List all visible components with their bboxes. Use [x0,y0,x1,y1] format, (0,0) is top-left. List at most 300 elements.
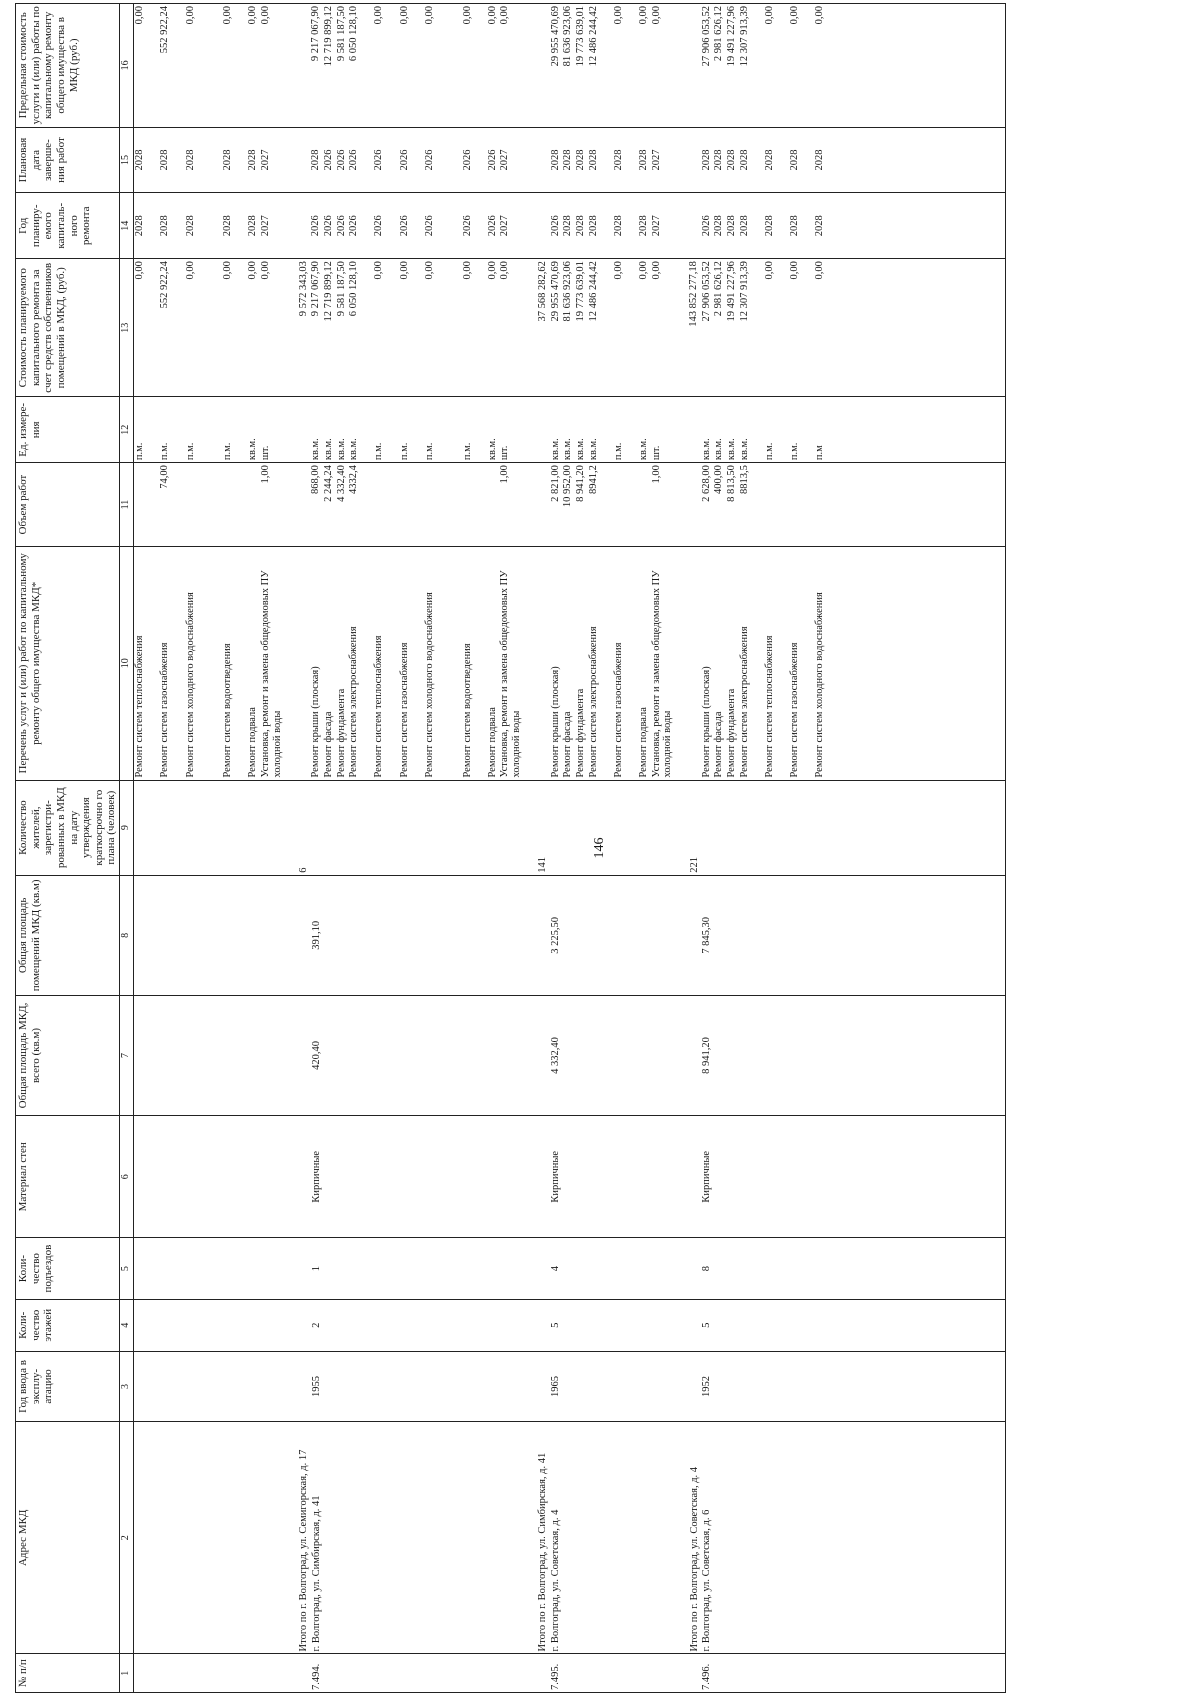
volume-value [688,465,701,544]
work-item [449,549,462,778]
address-value: Итого по г. Волгоград, ул. Семигорская, д. 17 [297,1449,309,1652]
header-cell: Количество жителей, зарегистри- рованных в МКД на дату утверждения краткосрочно го плана (человек) [16,780,120,875]
limit-value [449,6,462,125]
material-value: Кирпичные [701,1150,713,1203]
limit-value: 0,00 [222,6,234,25]
plan-year-value: 2026 [398,215,410,237]
limit-value: 0,00 [650,6,662,25]
limit-value: 12 719 899,12 [323,6,335,67]
cost-value: 37 568 282,62 [537,261,549,322]
unit-value: шт. [260,445,272,461]
work-item: Ремонт крыши (плоская) [700,666,712,778]
plan-year-value [210,195,223,256]
plan-year-value: 2026 [700,215,712,237]
unit-value: кв.м. [247,438,259,461]
residents-value: 6 [297,867,309,873]
column-number: 15 [120,127,134,193]
plan-year-value: 2028 [637,215,649,237]
volume-value: 2 821,00 [549,465,561,502]
area-total-value: 4 332,40 [549,1037,561,1074]
end-year-value [210,130,223,191]
work-item: Ремонт систем водоотведения [461,643,473,778]
year-value [298,1354,311,1419]
area-rooms-value [537,878,550,993]
floors-value: 5 [549,1322,561,1328]
end-year-value: 2028 [247,149,259,171]
volume-value: 1,00 [499,465,511,484]
cost-value: 0,00 [650,261,662,280]
unit-value: п.м. [789,442,801,461]
limit-value: 12 486 244,42 [587,6,599,67]
limit-value: 29 955 470,69 [549,6,561,67]
end-year-value: 2028 [562,149,574,171]
end-year-value: 2028 [814,149,826,171]
page-number: 146 [592,837,607,859]
cost-value [210,261,223,394]
header-cell: Стоимость планируемого капитального ремонта за счет средств собственников помещений в МКД, (руб.) [16,259,120,397]
residents-value [550,783,689,873]
plan-year-value: 2026 [335,215,347,237]
limit-value: 12 307 913,39 [738,6,750,67]
limit-value: 0,00 [461,6,473,25]
cost-value: 0,00 [260,261,272,280]
end-year-value: 2026 [373,149,385,171]
end-year-value: 2028 [612,149,624,171]
unit-value: п.м [814,445,826,461]
header-cell: Год планиру- емого капиталь- ного ремонта [16,193,120,259]
cost-value: 0,00 [423,261,435,280]
cost-value [449,261,462,394]
limit-value: 2 981 626,12 [713,6,725,62]
end-year-value: 2028 [637,149,649,171]
plan-year-value: 2026 [486,215,498,237]
volume-value [462,465,487,544]
work-item: Ремонт крыши (плоская) [549,666,561,778]
cost-value: 9 217 067,90 [310,261,322,317]
cost-value: 12 486 244,42 [587,261,599,322]
unit-value [449,399,462,460]
unit-value: кв.м. [700,438,712,461]
area-rooms-cell [134,875,1006,995]
volume-value [222,465,247,544]
unit-value: п.м. [184,442,196,461]
row-number-cell [134,1654,1006,1693]
entrances-value [298,1240,311,1296]
area-total-value: 420,40 [310,1041,322,1070]
unit-value: кв.м. [637,438,649,461]
plan-year-value: 2028 [763,215,775,237]
work-item: Ремонт подвала [486,707,498,778]
unit-value: кв.м. [574,438,586,461]
work-item: Ремонт систем электроснабжения [348,626,360,778]
header-cell: Общая площадь помещений МКД (кв.м) [16,875,120,995]
unit-value: шт. [499,445,511,461]
end-year-value: 2027 [650,149,662,171]
cost-value: 0,00 [373,261,385,280]
residents-cell [134,780,1006,875]
plan-year-value: 2028 [713,215,725,237]
end-year-value: 2028 [789,149,801,171]
end-year-value: 2027 [499,149,511,171]
work-item [298,549,311,778]
entrances-value: 4 [549,1265,561,1272]
end-year-cell [134,127,1006,193]
plan-year-value: 2028 [726,215,738,237]
volume-value: 2 628,00 [700,465,712,502]
entrances-value: 1 [310,1265,322,1272]
work-item: Установка, ремонт и замена общедомовых ПУ холодной воды [260,570,283,778]
plan-year-value: 2028 [159,215,171,237]
cost-value: 0,00 [499,261,511,280]
address-value: г. Волгоград, ул. Советская, д. 6 [701,1509,713,1652]
table-body [134,4,1006,1693]
residents-value [701,783,840,873]
cost-value: 27 906 053,52 [700,261,712,322]
unit-value: кв.м. [738,438,750,461]
limit-cell [134,4,1006,128]
cost-value: 6 050 128,10 [348,261,360,317]
volume-value: 8 941,20 [574,465,586,502]
limit-value: 27 906 053,52 [700,6,712,67]
volume-value [449,465,462,544]
year-value [537,1354,550,1419]
area-total-value [134,998,298,1113]
end-year-value: 2026 [323,149,335,171]
area-rooms-value: 3 225,50 [549,916,561,954]
address-cell [134,1422,1006,1654]
header-cell: Коли- чество этажей [16,1299,120,1351]
volume-value [247,465,260,544]
area-total-value [298,998,311,1113]
volume-value: 1,00 [260,465,272,484]
volume-value: 8813,5 [738,465,750,495]
end-year-value [298,130,311,191]
column-number: 16 [120,4,134,128]
end-year-value: 2026 [486,149,498,171]
limit-value [298,6,311,125]
work-item: Ремонт систем водоотведения [222,643,234,778]
volume-cell [134,463,1006,547]
end-year-value: 2028 [726,149,738,171]
residents-value: 141 [537,857,549,873]
unit-value: п.м. [373,442,385,461]
year-value: 1965 [549,1375,561,1397]
plan-year-value: 2026 [323,215,335,237]
plan-year-value [537,195,550,256]
unit-value: п.м. [461,442,473,461]
plan-year-value: 2028 [247,215,259,237]
year-value [689,1354,702,1419]
address-value: г. Волгоград, ул. Симбирская, д. 41 [310,1495,322,1652]
table-row [134,4,1006,1693]
end-year-value: 2028 [738,149,750,171]
area-total-value [689,998,702,1113]
residents-value [311,783,538,873]
area-total-value: 8 941,20 [701,1037,713,1074]
end-year-value: 2028 [549,149,561,171]
header-cell: Ед. измере- ния [16,397,120,463]
residents-value [134,783,298,873]
volume-value [537,465,550,544]
volume-value: 400,00 [713,465,725,495]
cost-value: 0,00 [222,261,234,280]
unit-cell [134,397,1006,463]
unit-value: кв.м. [549,438,561,461]
header-cell: Перечень услуг и (или) работ по капитальному ремонту общего имущества МКД* [16,547,120,781]
volume-value: 8941,2 [587,465,599,495]
volume-value [424,465,449,544]
volume-value [399,465,424,544]
unit-value: кв.м. [335,438,347,461]
limit-value: 0,00 [423,6,435,25]
cost-value: 0,00 [134,261,146,280]
unit-value: кв.м. [562,438,574,461]
plan-year-value: 2026 [461,215,473,237]
area-rooms-value: 391,10 [310,920,322,950]
address-value [134,1424,298,1651]
volume-value [373,465,398,544]
work-item: Ремонт систем газоснабжения [612,642,624,778]
no-value [689,1656,702,1690]
unit-value: п.м. [134,442,146,461]
volume-value [638,465,651,544]
unit-value: кв.м. [310,438,322,461]
plan-year-value: 2026 [310,215,322,237]
volume-value: 4 332,40 [335,465,347,502]
area-rooms-value: 7 845,30 [701,916,713,954]
unit-value [298,399,311,460]
address-value: Итого по г. Волгоград, ул. Симбирская, д. 41 [537,1452,549,1652]
plan-year-cell [134,193,1006,259]
limit-value: 0,00 [134,6,146,25]
end-year-value [449,130,462,191]
limit-value: 19 773 639,01 [574,6,586,67]
floors-value [689,1302,702,1349]
volume-value [134,465,159,544]
end-year-value: 2026 [335,149,347,171]
plan-year-value [298,195,311,256]
plan-year-value [688,195,701,256]
header-row [16,4,120,1693]
cost-value: 29 955 470,69 [549,261,561,322]
volume-value: 868,00 [310,465,322,495]
limit-value: 19 491 227,96 [726,6,738,67]
unit-value: п.м. [763,442,775,461]
limit-value: 0,00 [637,6,649,25]
column-number: 3 [120,1351,134,1421]
work-item [210,549,223,778]
plan-year-value: 2027 [260,215,272,237]
cost-value: 0,00 [637,261,649,280]
year-value [134,1354,298,1419]
volume-value: 74,00 [159,465,171,489]
volume-value [764,465,789,544]
unit-value: кв.м. [323,438,335,461]
unit-value: кв.м. [726,438,738,461]
work-item: Ремонт фундамента [335,688,347,778]
work-item [537,549,550,778]
limit-value [688,6,701,125]
plan-year-value: 2028 [612,215,624,237]
plan-year-value: 2026 [373,215,385,237]
column-number: 7 [120,995,134,1115]
limit-value: 0,00 [763,6,775,25]
column-number: 6 [120,1116,134,1238]
work-item: Ремонт систем электроснабжения [738,626,750,778]
end-year-value: 2028 [222,149,234,171]
column-number: 2 [120,1422,134,1654]
end-year-value: 2028 [184,149,196,171]
area-total-cell [134,995,1006,1115]
unit-value [210,399,223,460]
floors-value [537,1302,550,1349]
unit-value [537,399,550,460]
plan-year-value [449,195,462,256]
limit-value: 0,00 [398,6,410,25]
end-year-value [537,130,550,191]
column-number: 13 [120,259,134,397]
floors-value [134,1302,298,1349]
work-item [688,549,701,778]
limit-value: 552 922,24 [159,6,171,54]
column-number: 14 [120,193,134,259]
unit-value [688,399,701,460]
header-cell: Объем работ [16,463,120,547]
work-item: Установка, ремонт и замена общедомовых ПУ холодной воды [499,570,523,778]
cost-value: 81 636 923,06 [562,261,574,322]
volume-value [185,465,210,544]
limit-value: 6 050 128,10 [348,6,360,62]
no-value [298,1656,311,1690]
end-year-value: 2028 [587,149,599,171]
end-year-value: 2026 [423,149,435,171]
volume-value: 8 813,50 [726,465,738,502]
work-item: Ремонт систем газоснабжения [159,642,171,778]
volume-value [613,465,638,544]
limit-value [537,6,550,125]
plan-year-value: 2028 [738,215,750,237]
end-year-value [688,130,701,191]
work-item: Ремонт фасада [562,711,574,778]
header-cell: Общая площадь МКД, всего (кв.м) [16,995,120,1115]
volume-value [789,465,814,544]
work-item: Ремонт систем электроснабжения [587,626,599,778]
column-number: 9 [120,780,134,875]
limit-value: 0,00 [247,6,259,25]
entrances-value: 8 [701,1265,713,1272]
work-item: Ремонт систем газоснабжения [789,642,801,778]
work-item: Ремонт систем теплоснабжения [373,635,385,778]
plan-year-value: 2028 [134,215,146,237]
end-year-value: 2028 [700,149,712,171]
plan-year-value: 2028 [184,215,196,237]
column-number: 10 [120,547,134,781]
cost-value: 19 773 639,01 [574,261,586,322]
cost-value: 0,00 [398,261,410,280]
material-value [134,1118,298,1235]
limit-value: 9 217 067,90 [310,6,322,62]
header-cell: Плановая дата заверше- ния работ [16,127,120,193]
work-item: Ремонт крыши (плоская) [310,666,322,778]
year-value: 1955 [310,1375,322,1397]
column-number: 11 [120,463,134,547]
work-item: Ремонт фундамента [574,688,586,778]
limit-value: 9 581 187,50 [335,6,347,62]
header-cell: Адрес МКД [16,1422,120,1654]
header-cell: Материал стен [16,1116,120,1238]
no-value: 7.496. [701,1663,713,1690]
unit-value: кв.м. [587,438,599,461]
unit-value: п.м. [423,442,435,461]
address-value: г. Волгоград, ул. Советская, д. 4 [549,1509,561,1652]
column-number: 4 [120,1299,134,1351]
work-item: Установка, ремонт и замена общедомовых ПУ холодной воды [650,570,674,778]
capital-repair-table [15,3,1006,1693]
limit-value: 0,00 [499,6,511,25]
cost-value: 0,00 [814,261,826,280]
material-value [689,1118,702,1235]
cost-value: 12 307 913,39 [738,261,750,322]
end-year-value: 2028 [159,149,171,171]
end-year-value: 2026 [398,149,410,171]
plan-year-value: 2028 [222,215,234,237]
volume-value: 4332,4 [348,465,360,495]
year-cell [134,1351,1006,1421]
end-year-value: 2028 [763,149,775,171]
floors-value [298,1302,311,1349]
volume-value [814,465,839,544]
floors-value: 2 [310,1322,322,1328]
cost-value: 19 491 227,96 [726,261,738,322]
no-value: 7.494. [310,1663,322,1690]
limit-value [210,6,223,125]
unit-value: кв.м. [713,438,725,461]
limit-value: 0,00 [789,6,801,25]
cost-value: 0,00 [184,261,196,280]
unit-value: кв.м. [486,438,498,461]
entrances-value [134,1240,298,1296]
material-value: Кирпичные [310,1150,322,1203]
work-list-cell [134,547,1006,781]
floors-value: 5 [701,1322,713,1328]
residents-value: 221 [688,857,700,873]
plan-year-value: 2026 [423,215,435,237]
volume-value: 10 952,00 [562,465,574,508]
end-year-value: 2028 [713,149,725,171]
cost-value: 552 922,24 [159,261,171,309]
column-number: 5 [120,1238,134,1299]
plan-year-value: 2026 [549,215,561,237]
volume-value: 2 244,24 [323,465,335,502]
work-item: Ремонт систем газоснабжения [398,642,410,778]
plan-year-value: 2028 [814,215,826,237]
work-item: Ремонт систем теплоснабжения [134,635,146,778]
cost-value: 0,00 [789,261,801,280]
area-rooms-value [689,878,702,993]
volume-value [298,465,311,544]
unit-value: п.м. [612,442,624,461]
unit-value: кв.м. [348,438,360,461]
material-value: Кирпичные [549,1150,561,1203]
year-value: 1952 [701,1375,713,1397]
entrances-value [689,1240,702,1296]
header-cell: Коли- чество подъездов [16,1238,120,1299]
plan-year-value: 2027 [499,215,511,237]
cost-value: 0,00 [612,261,624,280]
no-value: 7.495. [549,1663,561,1690]
end-year-value: 2028 [574,149,586,171]
cost-value: 0,00 [763,261,775,280]
